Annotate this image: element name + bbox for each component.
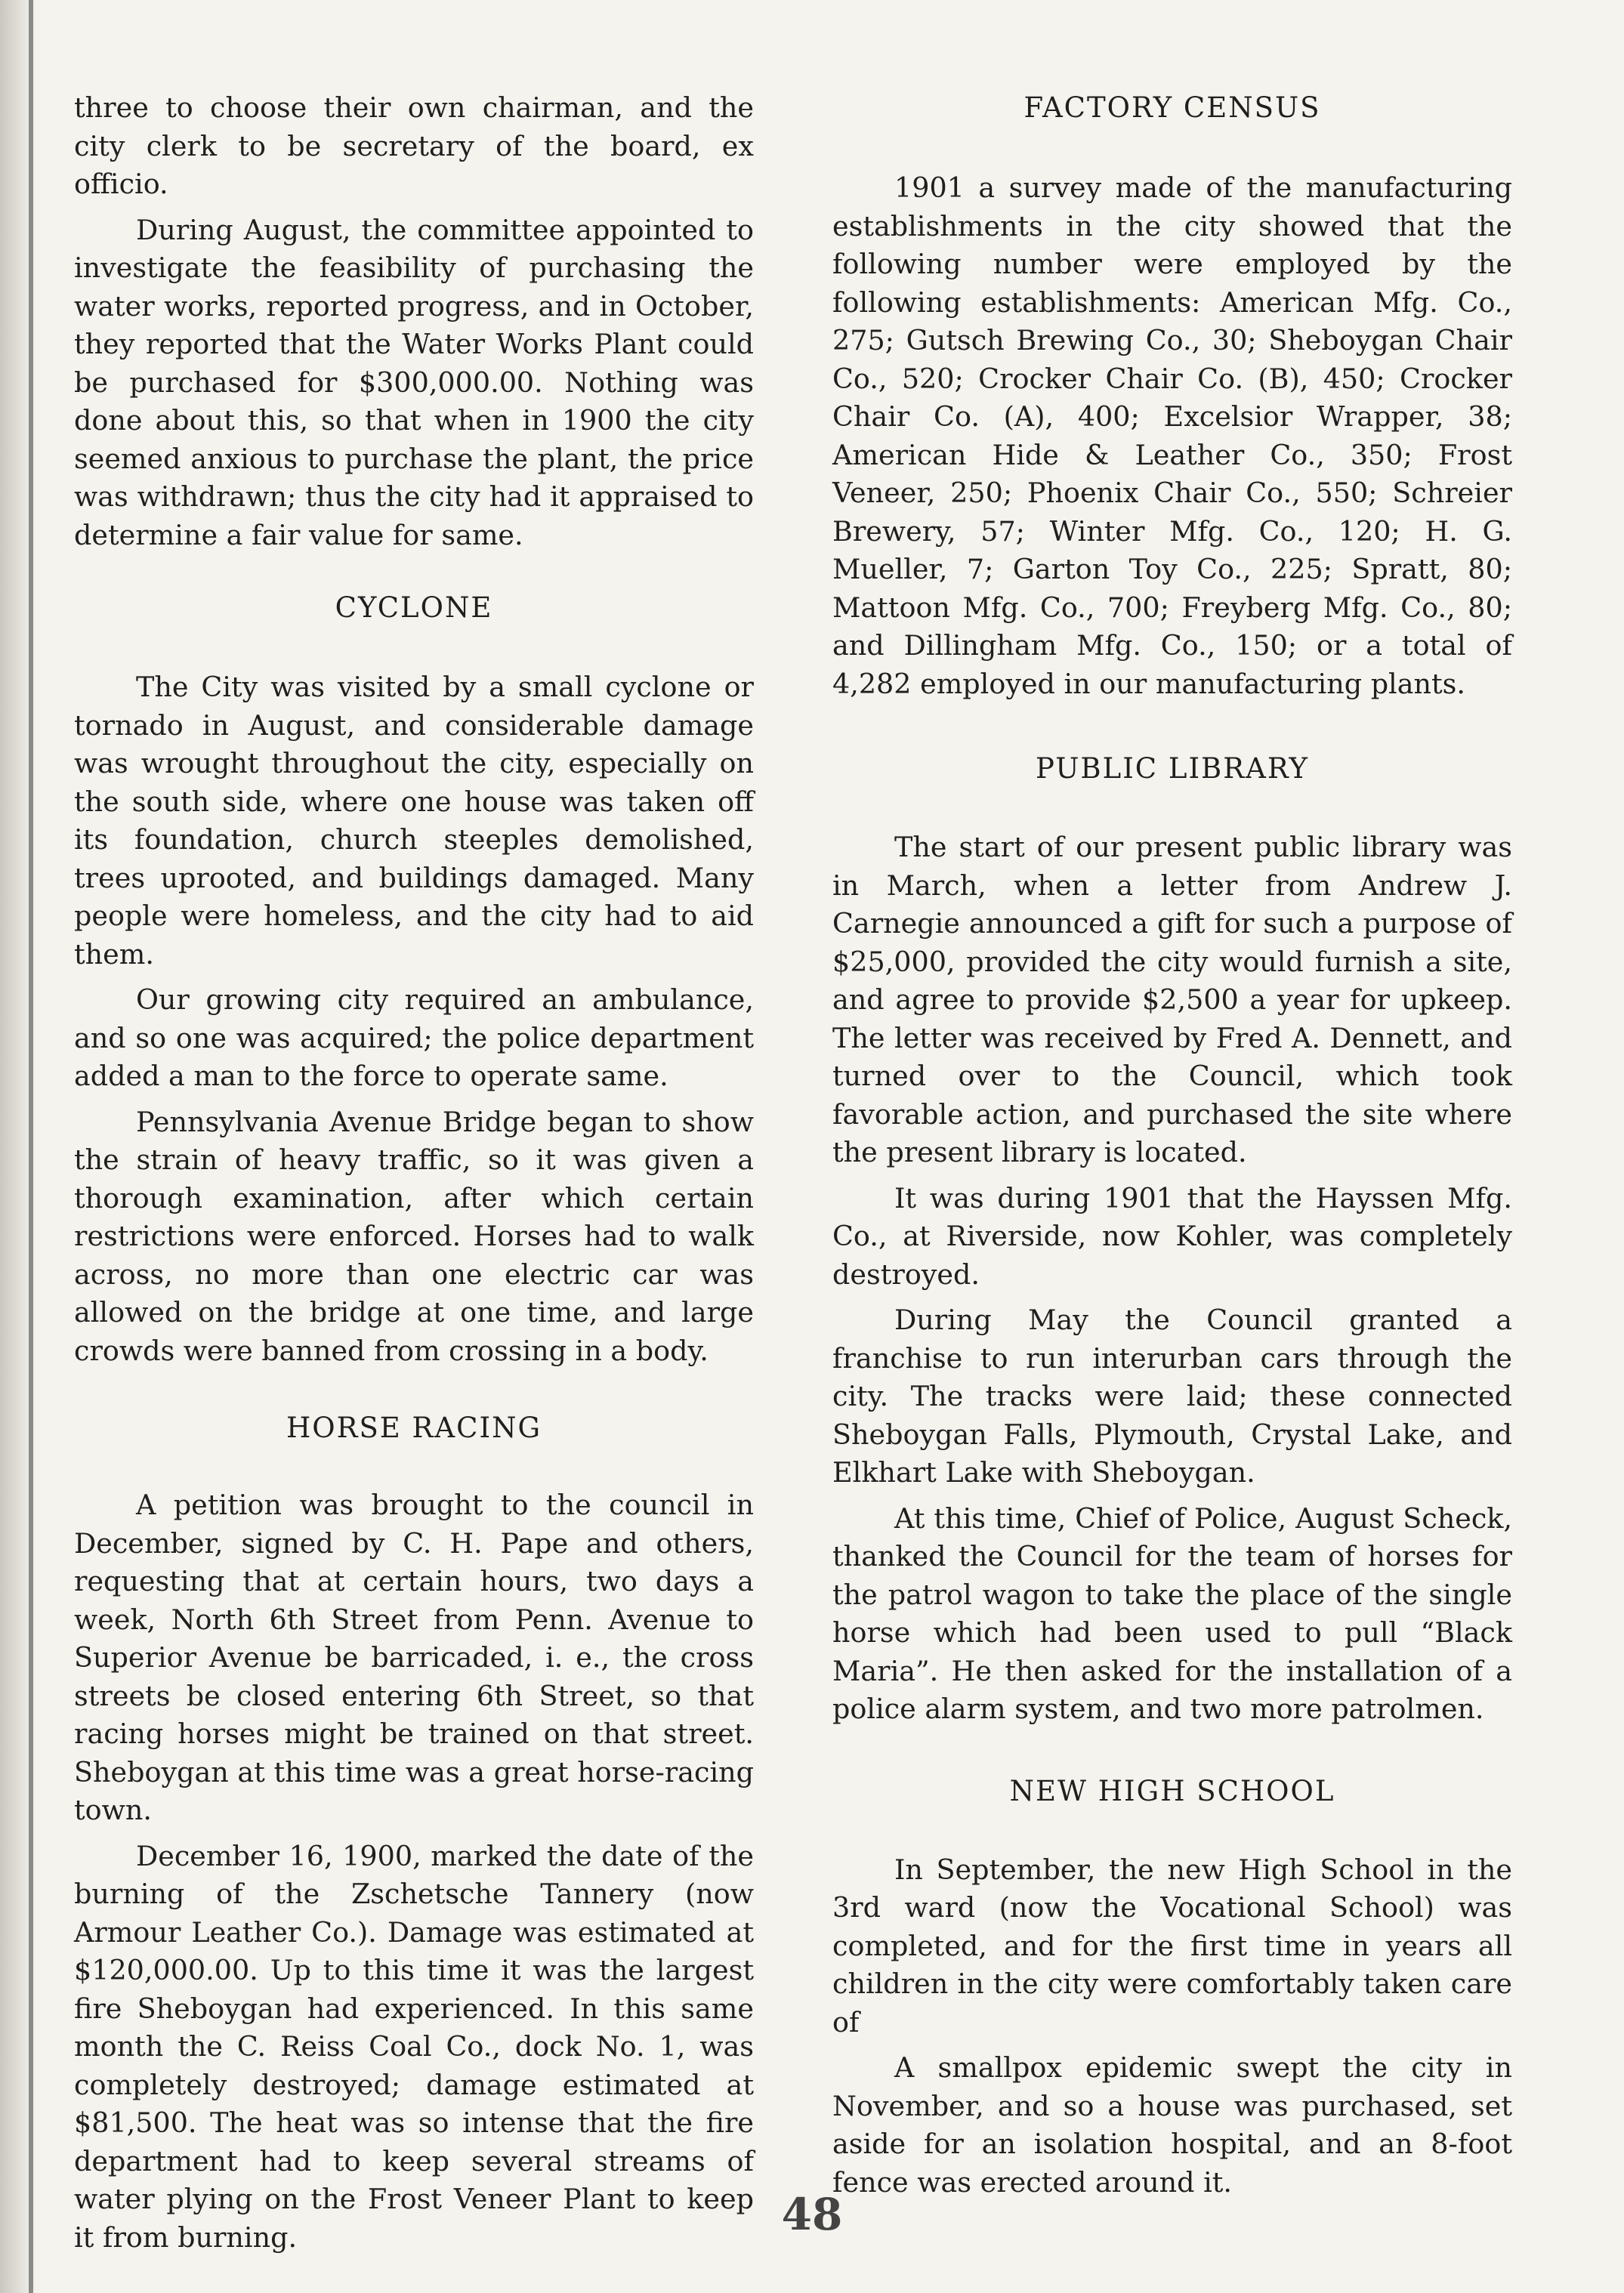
paragraph-hayssen: It was during 1901 that the Hayssen Mfg. Co., at Riverside, now Kohler, was completely destroyed. — [832, 1181, 1512, 1291]
paragraph-high-school: In September, the new High School in the 3rd ward (now the Vocational School) was completed, and for the first time in years all children in the city were comfortably taken care of — [832, 1853, 1512, 2038]
heading-cyclone: CYCLONE — [335, 591, 493, 624]
page-number: 48 — [781, 2189, 843, 2240]
paragraph-continued: three to choose their own chairman, and the city clerk to be secretary of the board, ex officio. — [74, 91, 754, 200]
paragraph-library: The start of our present public library was in March, when a letter from Andrew J. Carnegie announced a gift for such a purpose of $25,000, provided the city would furnish a site, and agree to provide $2,500 a year for upkeep. The letter was received by Fred A. Dennett, and turned over to the Council, which took favorable action, and purchased the site where the present library is located. — [832, 831, 1512, 1168]
paragraph-cyclone: The City was visited by a small cyclone or tornado in August, and considerable damage was wrought throughout the city, especially on the south side, where one house was taken off its foundation, church steeples demolished, trees uprooted, and buildings damaged. Many people were homeless, and the city had to aid them. — [74, 671, 754, 971]
heading-public-library: PUBLIC LIBRARY — [1036, 752, 1309, 785]
left-column — [74, 89, 754, 2264]
paragraph-police: At this time, Chief of Police, August Scheck, thanked the Council for the team of horses for the patrol wagon to take the place of the single horse which had been used to pull “Black Maria”. He then asked for the installation of a police alarm system, and two more patrolmen. — [832, 1501, 1512, 1725]
paragraph-tannery-fire: December 16, 1900, marked the date of the burning of the Zschetsche Tannery (now Armour Leather Co.). Damage was estimated at $120,000.00. Up to this time it was the largest fire Sheboygan had experienced. In this same month the C. Reiss Coal Co., dock No. 1, was completely destroyed; damage estimated at $81,500. The heat was so intense that the fire department had to keep several streams of water plying on the Frost Veneer Plant to keep it from burning. — [74, 1839, 754, 2254]
right-column — [832, 89, 1512, 2209]
paragraph-bridge: Pennsylvania Avenue Bridge began to show the strain of heavy traffic, so it was given a thorough examination, after which certain restrictions were enforced. Horses had to walk across, no more than one electric car was allowed on the bridge at one time, and large crowds were banned from crossing in a body. — [74, 1105, 754, 1367]
paragraph-petition: A petition was brought to the council in December, signed by C. H. Pape and others, requesting that at certain hours, two days a week, North 6th Street from Penn. Avenue to Superior Avenue be barricaded, i. e., the cross streets be closed entering 6th Street, so that racing horses might be trained on that street. Sheboygan at this time was a great horse-racing town. — [74, 1489, 754, 1826]
paragraph-water-works: During August, the committee appointed to investigate the feasibility of purchasing the water works, reported progress, and in October, they reported that the Water Works Plant could be purchased for $300,000.00. Nothing was done about this, so that when in 1900 the city seemed anxious to purchase the plant, the price was withdrawn; thus the city had it appraised to determine a fair value for same. — [74, 213, 754, 551]
heading-horse-racing: HORSE RACING — [286, 1412, 542, 1444]
paragraph-smallpox: A smallpox epidemic swept the city in November, and so a house was purchased, set aside for an isolation hospital, and an 8-foot fence was erected around it. — [832, 2051, 1512, 2199]
paragraph-interurban: During May the Council granted a franchise to run interurban cars through the city. The tracks were laid; these connected Sheboygan Falls, Plymouth, Crystal Lake, and Elkhart Lake with Sheboygan. — [832, 1304, 1512, 1489]
heading-new-high-school: NEW HIGH SCHOOL — [1009, 1774, 1335, 1807]
heading-factory-census: FACTORY CENSUS — [1023, 91, 1321, 124]
binding-spine — [29, 0, 33, 2293]
paragraph-ambulance: Our growing city required an ambulance, and so one was acquired; the police department added a man to the force to operate same. — [74, 983, 754, 1092]
paragraph-census: 1901 a survey made of the manufacturing establishments in the city showed that the following number were employed by the following establishments: American Mfg. Co., 275; Gutsch Brewing Co., 30; Sheboygan Chair Co., 520; Crocker Chair Co. (B), 450; Crocker Chair Co. (A), 400; Excelsior Wrapper, 38; American Hide & Leather Co., 350; Frost Veneer, 250; Phoenix Chair Co., 550; Schreier Brewery, 57; Winter Mfg. Co., 120; H. G. Mueller, 7; Garton Toy Co., 225; Spratt, 80; Mattoon Mfg. Co., 700; Freyberg Mfg. Co., 80; and Dillingham Mfg. Co., 150; or a total of 4,282 employed in our manufacturing plants. — [832, 171, 1512, 700]
